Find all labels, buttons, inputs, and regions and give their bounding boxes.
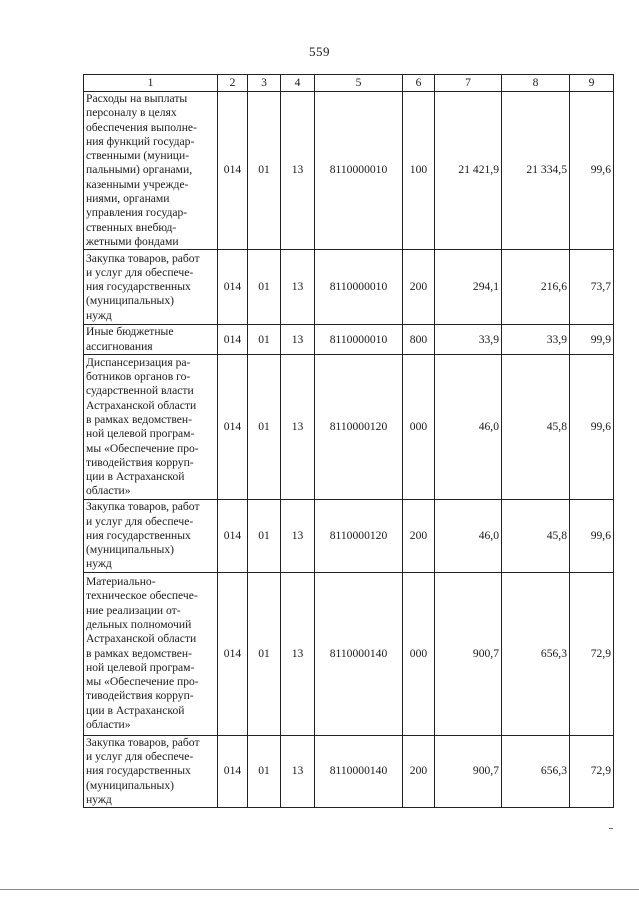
table-row [84, 355, 614, 500]
executed-amount: 45,8 [502, 500, 570, 572]
executed-amount: 216,6 [502, 250, 570, 325]
page-bottom-rule [0, 889, 639, 890]
section-code: 01 [248, 92, 281, 250]
subsection-code: 13 [281, 250, 315, 325]
executed-amount: 21 334,5 [502, 92, 570, 250]
expense-type-code: 200 [403, 735, 435, 807]
subsection-code: 13 [281, 325, 315, 355]
target-article-code: 8110000140 [315, 735, 403, 807]
execution-percent: 72,9 [570, 572, 614, 735]
row-label: Закупка товаров, работ и услуг для обеспече- ния государственных (муниципальных) нужд [84, 735, 218, 807]
table-row [84, 572, 614, 735]
approved-amount: 294,1 [435, 250, 502, 325]
table-row [84, 92, 614, 250]
expense-type-code: 000 [403, 572, 435, 735]
page-number: 559 [309, 44, 330, 59]
table-row [84, 735, 614, 807]
target-article-code: 8110000010 [315, 325, 403, 355]
target-article-code: 8110000010 [315, 250, 403, 325]
execution-percent: 73,7 [570, 250, 614, 325]
column-header-7: 7 [435, 75, 502, 92]
approved-amount: 46,0 [435, 355, 502, 500]
row-label: Материально- техническое обеспече- ние реализации от- дельных полномочий Астраханской области в рамках ведомствен- ной целевой програм- мы «Обеспечение про- тиводействия корруп- ции в Астраханской области» [84, 572, 218, 735]
row-label: Диспансеризация ра- ботников органов го- сударственной власти Астраханской области в рамках ведомствен- ной целевой програм- мы «Обеспечение про- тиводействия корруп- ции в Астраханской области» [84, 355, 218, 500]
row-label: Закупка товаров, работ и услуг для обеспече- ния государственных (муниципальных) нужд [84, 500, 218, 572]
table-row [84, 250, 614, 325]
subsection-code: 13 [281, 92, 315, 250]
admin-code: 014 [218, 325, 248, 355]
target-article-code: 8110000010 [315, 92, 403, 250]
approved-amount: 21 421,9 [435, 92, 502, 250]
execution-percent: 99,9 [570, 325, 614, 355]
admin-code: 014 [218, 735, 248, 807]
budget-table [83, 74, 614, 808]
target-article-code: 8110000140 [315, 572, 403, 735]
subsection-code: 13 [281, 572, 315, 735]
expense-type-code: 100 [403, 92, 435, 250]
expense-type-code: 200 [403, 500, 435, 572]
admin-code: 014 [218, 355, 248, 500]
executed-amount: 45,8 [502, 355, 570, 500]
section-code: 01 [248, 735, 281, 807]
section-code: 01 [248, 572, 281, 735]
executed-amount: 33,9 [502, 325, 570, 355]
expense-type-code: 200 [403, 250, 435, 325]
column-header-2: 2 [218, 75, 248, 92]
section-code: 01 [248, 500, 281, 572]
executed-amount: 656,3 [502, 572, 570, 735]
execution-percent: 99,6 [570, 92, 614, 250]
section-code: 01 [248, 250, 281, 325]
table-header-row [84, 75, 614, 92]
row-label: Закупка товаров, работ и услуг для обеспече- ния государственных (муниципальных) нужд [84, 250, 218, 325]
table-row [84, 325, 614, 355]
column-header-3: 3 [248, 75, 281, 92]
subsection-code: 13 [281, 735, 315, 807]
column-header-1: 1 [84, 75, 218, 92]
margin-tick-mark [609, 828, 613, 829]
target-article-code: 8110000120 [315, 500, 403, 572]
admin-code: 014 [218, 92, 248, 250]
column-header-5: 5 [315, 75, 403, 92]
table-row [84, 500, 614, 572]
column-header-9: 9 [570, 75, 614, 92]
admin-code: 014 [218, 572, 248, 735]
row-label: Иные бюджетные ассигнования [84, 325, 218, 355]
execution-percent: 99,6 [570, 355, 614, 500]
row-label: Расходы на выплаты персоналу в целях обеспечения выполне- ния функций государ- ственными (муници- пальными) органами, казенными учрежде- ниями, органами управления государ- ственных внебюд- жетными фондами [84, 92, 218, 250]
execution-percent: 99,6 [570, 500, 614, 572]
approved-amount: 900,7 [435, 572, 502, 735]
subsection-code: 13 [281, 355, 315, 500]
column-header-4: 4 [281, 75, 315, 92]
section-code: 01 [248, 325, 281, 355]
column-header-8: 8 [502, 75, 570, 92]
approved-amount: 33,9 [435, 325, 502, 355]
admin-code: 014 [218, 500, 248, 572]
subsection-code: 13 [281, 500, 315, 572]
target-article-code: 8110000120 [315, 355, 403, 500]
expense-type-code: 800 [403, 325, 435, 355]
expense-type-code: 000 [403, 355, 435, 500]
approved-amount: 900,7 [435, 735, 502, 807]
executed-amount: 656,3 [502, 735, 570, 807]
execution-percent: 72,9 [570, 735, 614, 807]
admin-code: 014 [218, 250, 248, 325]
column-header-6: 6 [403, 75, 435, 92]
section-code: 01 [248, 355, 281, 500]
approved-amount: 46,0 [435, 500, 502, 572]
